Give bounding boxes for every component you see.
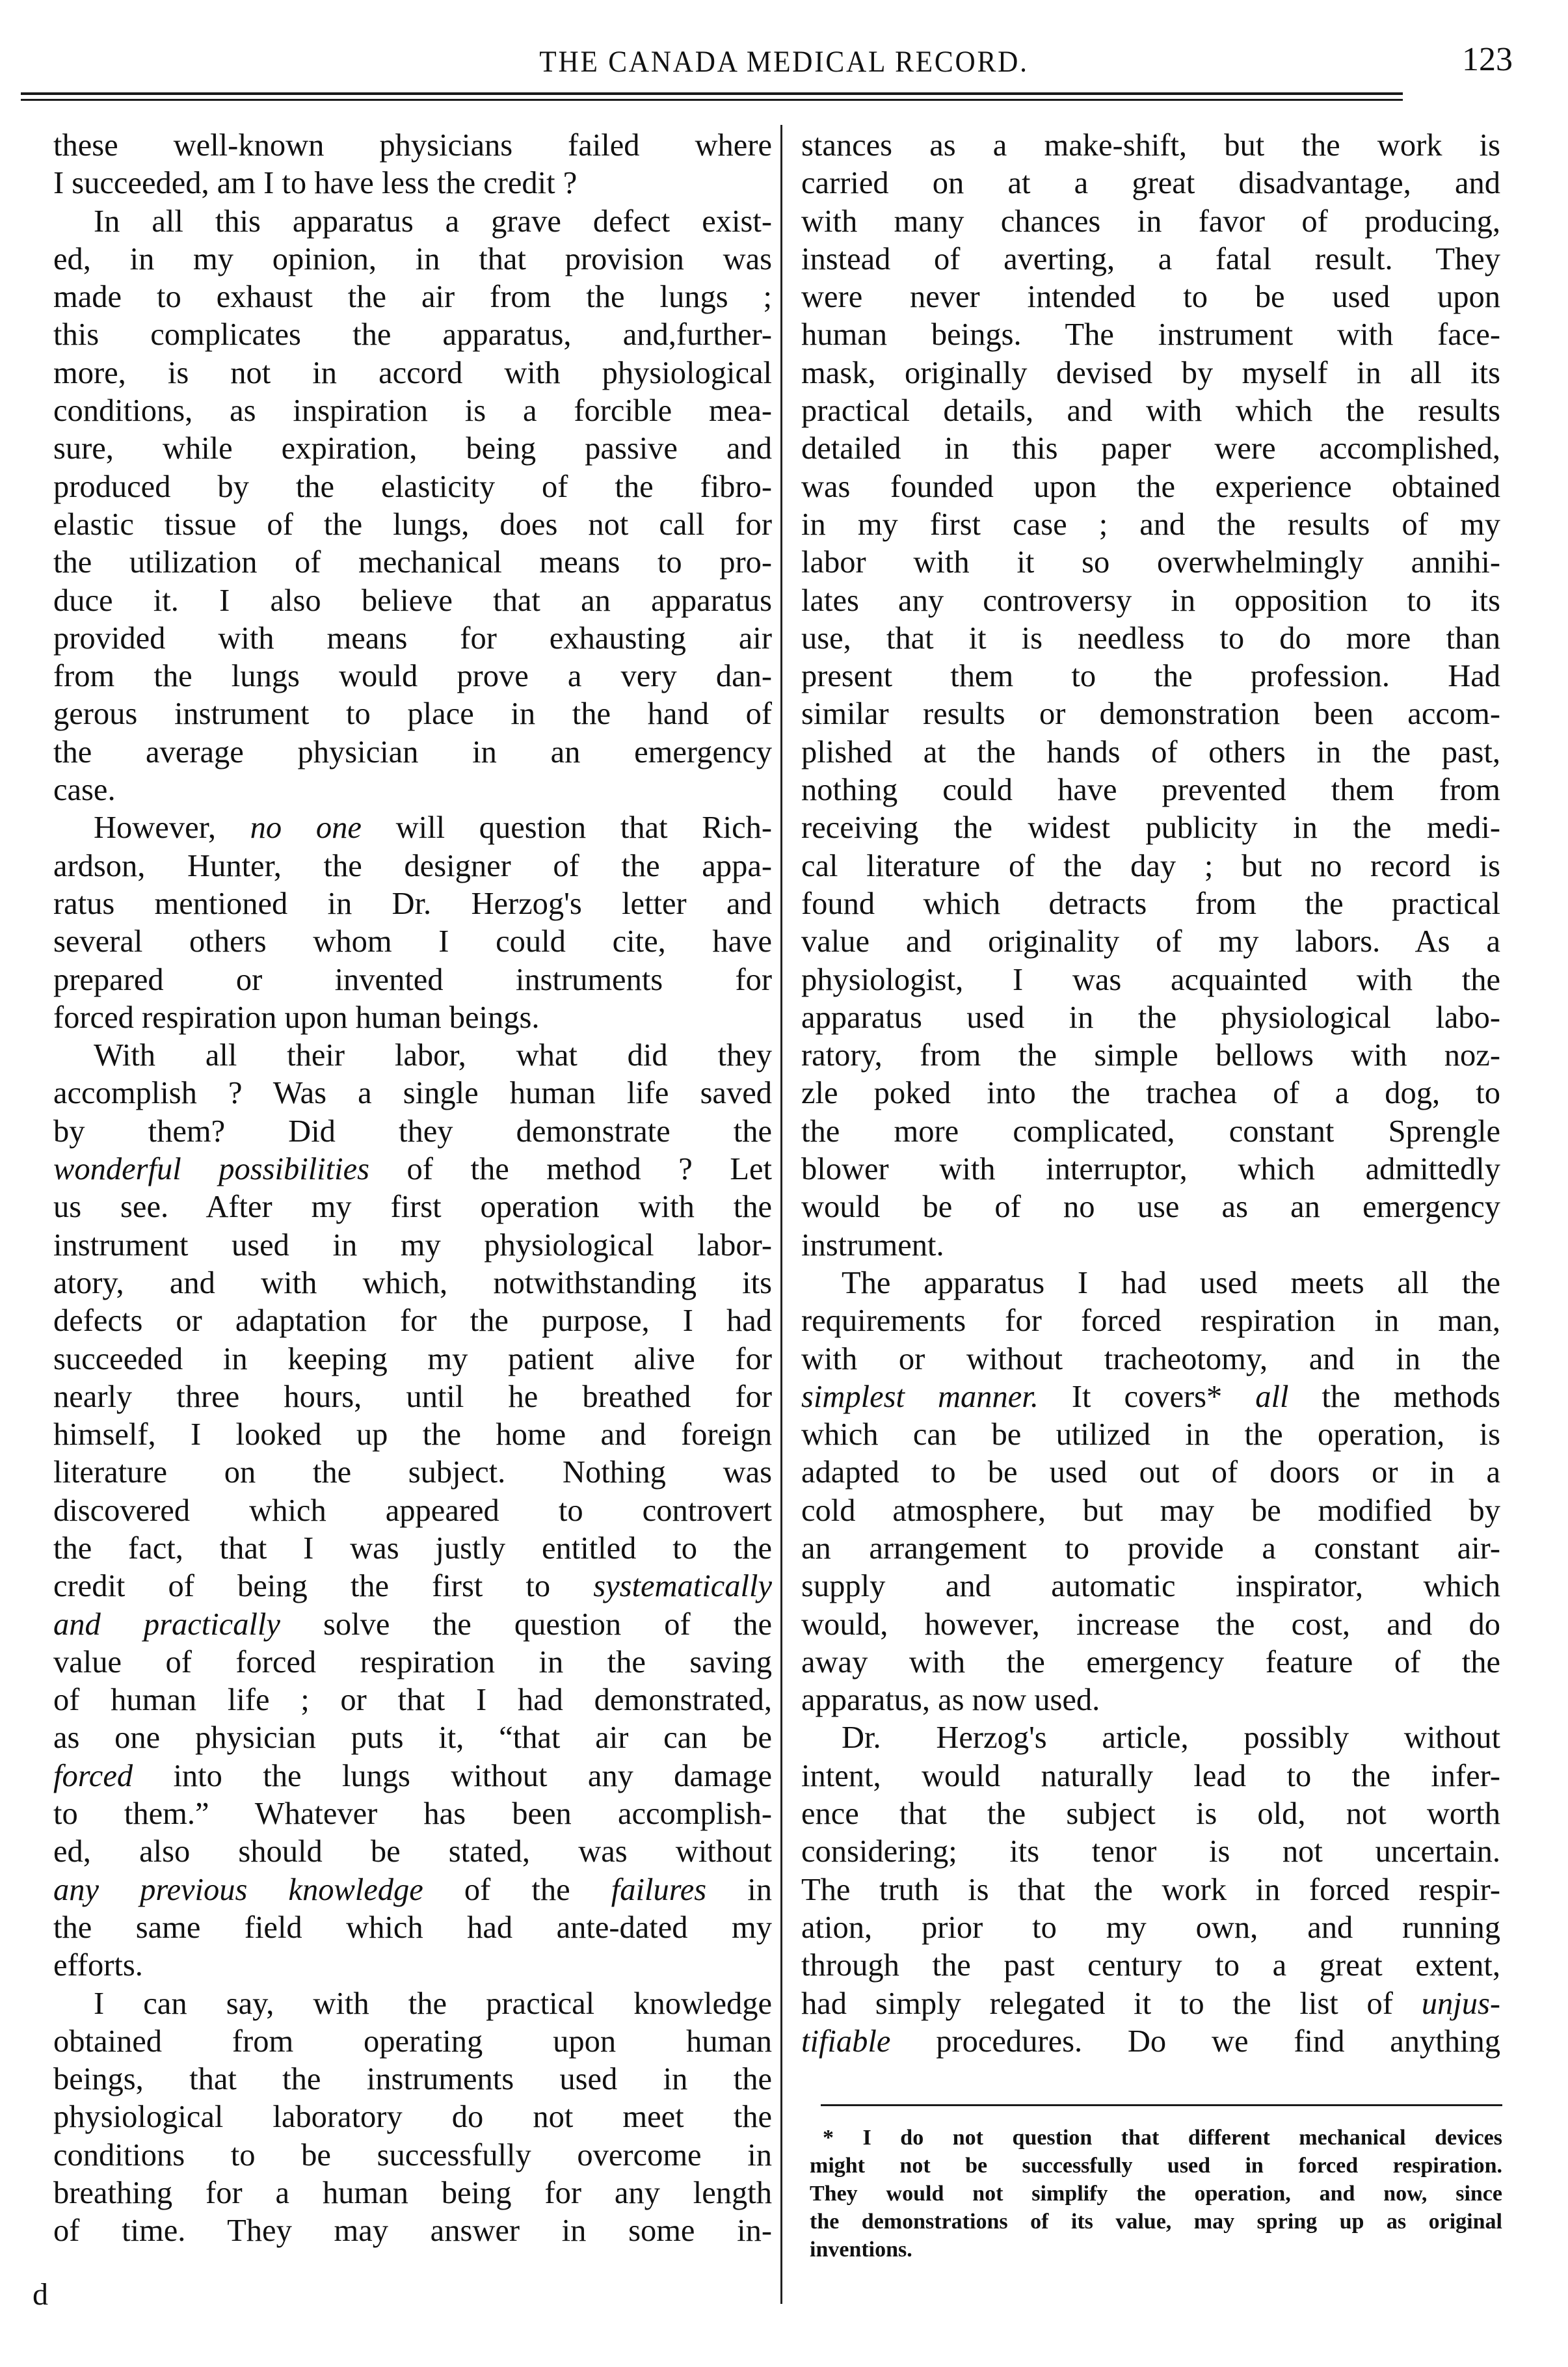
text-segment: prepared or invented instruments for <box>53 962 772 997</box>
text-segment: In all this apparatus a grave defect exist- <box>94 204 772 239</box>
italic-text: systematically <box>593 1569 772 1604</box>
text-segment: in my first case ; and the results of my <box>801 507 1500 542</box>
text-segment: physiological laboratory do not meet the <box>53 2100 772 2135</box>
text-line <box>53 1302 772 1340</box>
text-line <box>801 771 1500 809</box>
text-line <box>53 2212 772 2250</box>
text-line <box>53 241 772 278</box>
text-line <box>801 1644 1500 1681</box>
text-line <box>53 1985 772 2023</box>
text-segment: sure, while expiration, being passive and <box>53 431 772 466</box>
text-segment: conditions, as inspiration is a forcible mea- <box>53 394 772 429</box>
column-divider <box>780 125 782 2304</box>
text-line <box>801 1378 1500 1416</box>
text-line <box>53 1568 772 1605</box>
text-segment: the more complicated, constant Sprengle <box>801 1114 1500 1149</box>
text-line <box>53 1227 772 1264</box>
text-segment: ratory, from the simple bellows with noz- <box>801 1038 1500 1073</box>
text-segment: I can say, with the practical knowledge <box>94 1986 772 2021</box>
text-line <box>801 2023 1500 2061</box>
text-segment: of time. They may answer in some in- <box>53 2213 772 2249</box>
text-line <box>53 392 772 430</box>
text-segment: ence that the subject is old, not worth <box>801 1797 1500 1832</box>
text-segment: However, <box>94 810 250 846</box>
text-line <box>53 582 772 620</box>
text-line <box>801 1075 1500 1112</box>
text-segment: this complicates the apparatus, and,further- <box>53 317 772 353</box>
text-segment: an arrangement to provide a constant air- <box>801 1531 1500 1566</box>
text-line <box>53 544 772 582</box>
text-segment: breathing for a human being for any length <box>53 2176 772 2211</box>
text-segment: elastic tissue of the lungs, does not call for <box>53 507 772 542</box>
text-segment: apparatus used in the physiological labo- <box>801 1000 1500 1035</box>
text-segment: atory, and with which, notwithstanding its <box>53 1265 772 1300</box>
text-segment: receiving the widest publicity in the medi- <box>801 810 1500 846</box>
text-segment: plished at the hands of others in the past, <box>801 734 1500 769</box>
header-rule <box>21 92 1403 95</box>
text-line <box>53 734 772 771</box>
text-segment: succeeded in keeping my patient alive for <box>53 1341 772 1376</box>
text-line <box>53 430 772 468</box>
text-segment: I succeeded, am I to have less the credit ? <box>53 166 578 201</box>
text-segment: lates any controversy in opposition to its <box>801 583 1500 618</box>
text-segment: intent, would naturally lead to the infer- <box>801 1758 1500 1793</box>
text-line <box>801 1188 1500 1226</box>
text-line <box>801 658 1500 695</box>
text-segment: The truth is that the work in forced respir- <box>801 1872 1500 1907</box>
text-segment: beings, that the instruments used in the <box>53 2062 772 2097</box>
text-segment: blower with interruptor, which admittedly <box>801 1152 1500 1187</box>
text-line <box>801 961 1500 999</box>
page-number: 123 <box>1462 41 1513 78</box>
text-segment: of the method ? Let <box>369 1152 772 1187</box>
text-line <box>801 203 1500 241</box>
text-line <box>53 923 772 961</box>
text-segment: efforts. <box>53 1948 143 1983</box>
text-segment: through the past century to a great extent, <box>801 1948 1500 1983</box>
running-head <box>0 39 1568 91</box>
text-segment: discovered which appeared to controvert <box>53 1493 772 1528</box>
text-segment: by them? Did they demonstrate the <box>53 1114 772 1149</box>
text-line <box>53 1947 772 1985</box>
text-line <box>801 392 1500 430</box>
text-segment: nearly three hours, until he breathed for <box>53 1379 772 1414</box>
text-line <box>53 2023 772 2061</box>
text-line <box>801 1606 1500 1644</box>
text-line <box>53 316 772 354</box>
italic-text: all <box>1255 1379 1289 1414</box>
text-segment: use, that it is needless to do more than <box>801 621 1500 656</box>
text-line <box>810 2180 1502 2208</box>
text-line <box>53 658 772 695</box>
text-segment: zle poked into the trachea of a dog, to <box>801 1076 1500 1111</box>
text-line <box>53 203 772 241</box>
text-segment: gerous instrument to place in the hand of <box>53 697 772 732</box>
text-segment: supply and automatic inspirator, which <box>801 1569 1500 1604</box>
text-line <box>53 1416 772 1454</box>
text-line <box>801 1530 1500 1568</box>
text-line <box>53 1758 772 1795</box>
text-segment: in <box>706 1872 772 1907</box>
italic-text: no one <box>250 810 362 846</box>
text-segment: It covers* <box>1038 1379 1256 1414</box>
text-segment: the methods <box>1288 1379 1500 1414</box>
text-line <box>801 1113 1500 1151</box>
text-segment: would, however, increase the cost, and do <box>801 1607 1500 1642</box>
text-line <box>53 1264 772 1302</box>
text-line <box>53 809 772 847</box>
text-line <box>53 620 772 658</box>
text-line <box>53 1075 772 1112</box>
text-line <box>801 1302 1500 1340</box>
text-segment: of the <box>423 1872 611 1907</box>
text-line <box>801 1454 1500 1491</box>
text-segment: literature on the subject. Nothing was <box>53 1455 772 1490</box>
text-segment: himself, I looked up the home and foreign <box>53 1417 772 1452</box>
text-line <box>53 961 772 999</box>
text-segment: conditions to be successfully overcome in <box>53 2137 772 2173</box>
text-line <box>801 1416 1500 1454</box>
italic-text: tifiable <box>801 2024 891 2059</box>
text-line <box>53 2061 772 2098</box>
text-line <box>53 127 772 165</box>
text-line <box>801 506 1500 544</box>
text-segment: produced by the elasticity of the fibro- <box>53 469 772 504</box>
text-line <box>801 923 1500 961</box>
text-segment: considering; its tenor is not uncertain. <box>801 1834 1500 1869</box>
text-segment: the same field which had ante-dated my <box>53 1910 772 1945</box>
text-line <box>53 2137 772 2174</box>
text-line <box>801 809 1500 847</box>
header-rule <box>21 99 1403 101</box>
text-segment: more, is not in accord with physiological <box>53 355 772 390</box>
text-line <box>801 1719 1500 1757</box>
text-line <box>53 1341 772 1378</box>
text-segment: forced respiration upon human beings. <box>53 1000 540 1035</box>
text-line <box>801 1758 1500 1795</box>
text-line <box>53 2098 772 2136</box>
italic-text: simplest manner. <box>801 1379 1039 1414</box>
text-segment: obtained from operating upon human <box>53 2024 772 2059</box>
text-line <box>53 1492 772 1530</box>
text-line <box>801 127 1500 165</box>
text-line <box>801 999 1500 1037</box>
text-line <box>53 1719 772 1757</box>
text-line <box>53 468 772 506</box>
text-line <box>801 1568 1500 1605</box>
journal-title: THE CANADA MEDICAL RECORD. <box>539 45 1029 79</box>
text-segment: made to exhaust the air from the lungs ; <box>53 280 772 315</box>
margin-mark: d <box>33 2277 48 2312</box>
italic-text: failures <box>611 1872 707 1907</box>
text-segment: provided with means for exhausting air <box>53 621 772 656</box>
text-segment: ardson, Hunter, the designer of the appa- <box>53 848 772 883</box>
text-segment: as one physician puts it, “that air can be <box>53 1720 772 1756</box>
text-line <box>53 1909 772 1947</box>
text-line <box>53 1681 772 1719</box>
text-segment: instrument used in my physiological labor- <box>53 1227 772 1263</box>
text-line <box>801 734 1500 771</box>
text-segment: to them.” Whatever has been accomplish- <box>53 1797 772 1832</box>
text-segment: away with the emergency feature of the <box>801 1644 1500 1679</box>
footnote-rule <box>821 2104 1502 2106</box>
text-segment: cold atmosphere, but may be modified by <box>801 1493 1500 1528</box>
text-segment: detailed in this paper were accomplished, <box>801 431 1500 466</box>
text-line <box>53 1454 772 1491</box>
text-segment: inventions. <box>810 2238 912 2262</box>
text-segment: us see. After my first operation with the <box>53 1190 772 1225</box>
text-line <box>801 1264 1500 1302</box>
text-segment: case. <box>53 773 116 808</box>
text-segment: credit of being the first to <box>53 1569 594 1604</box>
italic-text: any previous knowledge <box>53 1872 423 1907</box>
text-segment: into the lungs without any damage <box>133 1758 772 1793</box>
text-segment: found which detracts from the practical <box>801 886 1500 921</box>
text-line <box>53 1606 772 1644</box>
text-segment: several others whom I could cite, have <box>53 924 772 959</box>
text-line <box>801 885 1500 923</box>
text-line <box>53 771 772 809</box>
text-line <box>801 468 1500 506</box>
text-line <box>801 1795 1500 1833</box>
text-line <box>801 1947 1500 1985</box>
text-line <box>801 1151 1500 1188</box>
text-segment: requirements for forced respiration in man, <box>801 1304 1500 1339</box>
text-segment: would be of no use as an emergency <box>801 1190 1500 1225</box>
text-line <box>53 1188 772 1226</box>
italic-text: wonderful possibilities <box>53 1152 369 1187</box>
text-line <box>810 2124 1502 2152</box>
text-segment: the average physician in an emergency <box>53 734 772 769</box>
text-line <box>801 544 1500 582</box>
text-segment: procedures. Do we find anything <box>890 2024 1500 2059</box>
text-line <box>810 2236 1502 2264</box>
text-segment: * I do not question that different mechanical devices <box>823 2126 1502 2150</box>
text-segment: With all their labor, what did they <box>94 1038 772 1073</box>
text-segment: The apparatus I had used meets all the <box>842 1265 1500 1300</box>
text-line <box>801 1037 1500 1075</box>
text-line <box>53 885 772 923</box>
text-segment: value and originality of my labors. As a <box>801 924 1500 959</box>
text-line <box>53 165 772 202</box>
text-line <box>801 1681 1500 1719</box>
text-segment: cal literature of the day ; but no record is <box>801 848 1500 883</box>
left-column <box>53 127 772 2251</box>
text-line <box>801 620 1500 658</box>
text-line <box>53 1530 772 1568</box>
text-line <box>53 1113 772 1151</box>
text-segment: of human life ; or that I had demonstrated, <box>53 1683 772 1718</box>
text-line <box>53 1037 772 1075</box>
text-segment: solve the question of the <box>280 1607 772 1642</box>
text-segment: carried on at a great disadvantage, and <box>801 166 1500 201</box>
text-line <box>53 2174 772 2212</box>
text-line <box>801 1341 1500 1378</box>
text-segment: the demonstrations of its value, may spring up as original <box>810 2210 1502 2234</box>
text-line <box>801 1985 1500 2023</box>
text-line <box>801 165 1500 202</box>
italic-text: forced <box>53 1758 133 1793</box>
text-line <box>53 1795 772 1833</box>
text-segment: had simply relegated it to the list of <box>801 1986 1422 2021</box>
text-segment: defects or adaptation for the purpose, I had <box>53 1304 772 1339</box>
text-segment: were never intended to be used upon <box>801 280 1500 315</box>
text-line <box>801 1227 1500 1264</box>
text-line <box>801 354 1500 392</box>
text-segment: ed, in my opinion, in that provision was <box>53 241 772 276</box>
text-line <box>801 278 1500 316</box>
text-line <box>53 354 772 392</box>
text-segment: present them to the profession. Had <box>801 659 1500 694</box>
text-segment: practical details, and with which the results <box>801 394 1500 429</box>
text-line <box>801 430 1500 468</box>
text-line <box>810 2208 1502 2236</box>
text-segment: duce it. I also believe that an apparatus <box>53 583 772 618</box>
text-segment: these well-known physicians failed where <box>53 128 772 163</box>
text-line <box>53 1833 772 1871</box>
text-segment: instead of averting, a fatal result. They <box>801 241 1500 276</box>
text-segment: value of forced respiration in the saving <box>53 1644 772 1679</box>
text-line <box>801 241 1500 278</box>
text-line <box>53 695 772 733</box>
text-line <box>53 848 772 885</box>
text-segment: the fact, that I was justly entitled to the <box>53 1531 772 1566</box>
text-segment: stances as a make-shift, but the work is <box>801 128 1500 163</box>
text-segment: They would not simplify the operation, and now, since <box>810 2182 1502 2206</box>
text-segment: instrument. <box>801 1227 944 1263</box>
text-line <box>53 1871 772 1909</box>
text-segment: human beings. The instrument with face- <box>801 317 1500 353</box>
text-segment: was founded upon the experience obtained <box>801 469 1500 504</box>
text-segment: with many chances in favor of producing, <box>801 204 1500 239</box>
text-segment: ed, also should be stated, was without <box>53 1834 772 1869</box>
text-segment: from the lungs would prove a very dan- <box>53 659 772 694</box>
text-segment: Dr. Herzog's article, possibly without <box>842 1720 1500 1756</box>
text-line <box>801 1492 1500 1530</box>
text-segment: mask, originally devised by myself in all its <box>801 355 1500 390</box>
text-line <box>53 1151 772 1188</box>
text-segment: will question that Rich- <box>361 810 773 846</box>
text-segment: accomplish ? Was a single human life saved <box>53 1076 772 1111</box>
text-segment: with or without tracheotomy, and in the <box>801 1341 1500 1376</box>
text-line <box>801 582 1500 620</box>
text-line <box>801 1909 1500 1947</box>
text-segment: apparatus, as now used. <box>801 1683 1100 1718</box>
text-line <box>810 2152 1502 2180</box>
text-segment: labor with it so overwhelmingly annihi- <box>801 545 1500 580</box>
text-segment: ratus mentioned in Dr. Herzog's letter and <box>53 886 772 921</box>
text-line <box>801 695 1500 733</box>
text-line <box>53 999 772 1037</box>
italic-text: unjus- <box>1421 1986 1500 2021</box>
text-line <box>801 1833 1500 1871</box>
text-line <box>53 1378 772 1416</box>
text-segment: ation, prior to my own, and running <box>801 1910 1500 1945</box>
text-segment: adapted to be used out of doors or in a <box>801 1455 1500 1490</box>
text-segment: nothing could have prevented them from <box>801 773 1500 808</box>
italic-text: and practically <box>53 1607 280 1642</box>
text-line <box>801 316 1500 354</box>
text-line <box>801 848 1500 885</box>
text-segment: the utilization of mechanical means to pro- <box>53 545 772 580</box>
text-segment: similar results or demonstration been accom- <box>801 697 1500 732</box>
text-segment: physiologist, I was acquainted with the <box>801 962 1500 997</box>
text-line <box>53 506 772 544</box>
text-line <box>53 278 772 316</box>
text-line <box>53 1644 772 1681</box>
text-segment: which can be utilized in the operation, is <box>801 1417 1500 1452</box>
text-segment: might not be successfully used in forced respiration. <box>810 2154 1502 2178</box>
text-line <box>801 1871 1500 1909</box>
right-column <box>801 127 1500 2061</box>
footnote <box>810 2124 1502 2264</box>
